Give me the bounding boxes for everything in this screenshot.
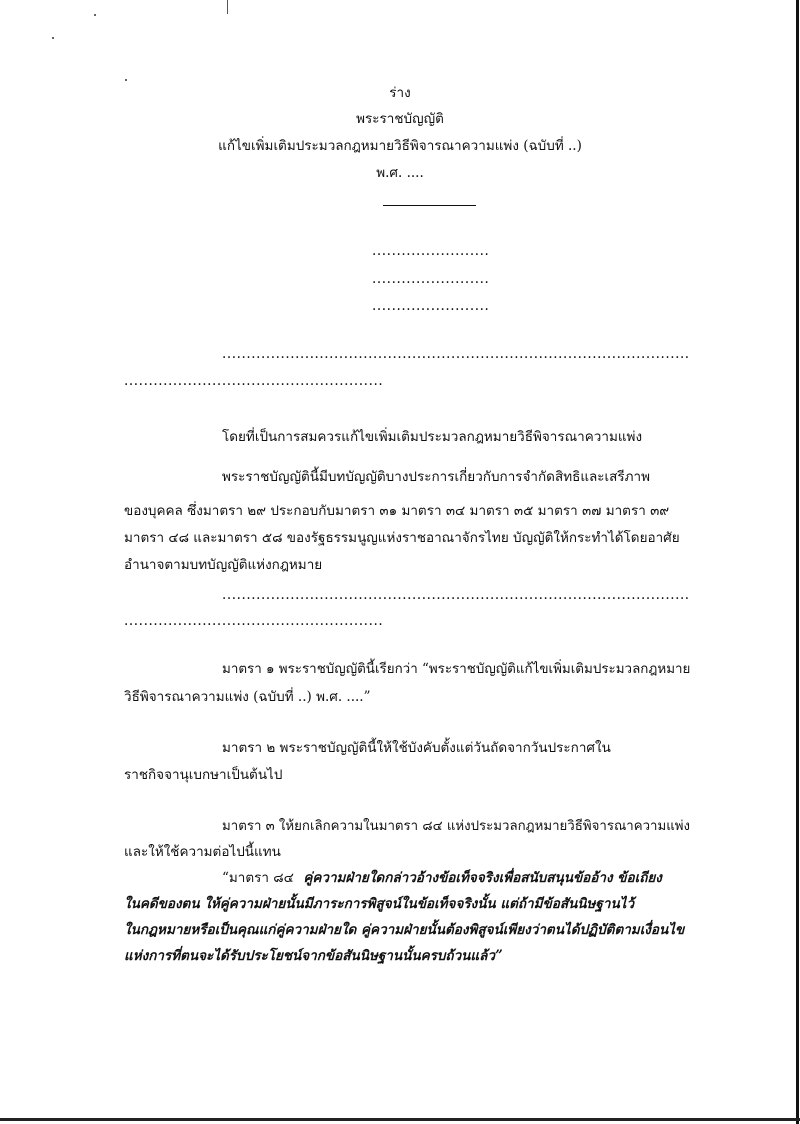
- act-title: พระราชบัญญัติ: [356, 111, 444, 127]
- scan-speck: [94, 14, 96, 16]
- year-line: พ.ศ. ....: [376, 165, 424, 181]
- preamble-line: มาตรา ๔๘ และมาตรา ๕๘ ของรัฐธรรมนูญแห่งราชอาณาจักรไทย บัญญัติให้กระทำได้โดยอาศัย: [124, 530, 680, 546]
- placeholder-dots: ........................: [372, 298, 490, 314]
- section-1-text: มาตรา ๑ พระราชบัญญัตินี้เรียกว่า “พระราชบัญญัติแก้ไขเพิ่มเติมประมวลกฎหมาย: [222, 661, 691, 677]
- placeholder-dots: ................................................................................................: [222, 587, 690, 603]
- scan-speck: [125, 79, 127, 81]
- scan-speck: [52, 37, 54, 39]
- section-1-text: วิธีพิจารณาความแพ่ง (ฉบับที่ ..) พ.ศ. ....”: [124, 689, 371, 705]
- placeholder-dots: ........................: [372, 243, 490, 259]
- preamble-line: อำนาจตามบทบัญญัติแห่งกฎหมาย: [124, 557, 323, 573]
- scan-mark: [227, 0, 228, 14]
- section-2-text: มาตรา ๒ พระราชบัญญัตินี้ให้ใช้บังคับตั้งแต่วันถัดจากวันประกาศใน: [222, 740, 611, 756]
- preamble-line: พระราชบัญญัตินี้มีบทบัญญัติบางประการเกี่ยวกับการจำกัดสิทธิและเสรีภาพ: [222, 469, 651, 485]
- section-3-text: และให้ใช้ความต่อไปนี้แทน: [124, 844, 281, 860]
- amended-text-line: [222, 869, 662, 887]
- act-subtitle: แก้ไขเพิ่มเติมประมวลกฎหมายวิธีพิจารณาความแพ่ง (ฉบับที่ ..): [218, 138, 582, 154]
- section-2-text: ราชกิจจานุเบกษาเป็นต้นไป: [124, 767, 283, 783]
- preamble-reason: โดยที่เป็นการสมควรแก้ไขเพิ่มเติมประมวลกฎหมายวิธีพิจารณาความแพ่ง: [222, 429, 643, 445]
- section-3-text: มาตรา ๓ ให้ยกเลิกความในมาตรา ๘๔ แห่งประมวลกฎหมายวิธีพิจารณาความแพ่ง: [222, 818, 691, 834]
- amended-text-line: แห่งการที่ตนจะได้รับประโยชน์จากข้อสันนิษฐานนั้นครบถ้วนแล้ว”: [124, 948, 503, 964]
- placeholder-dots: ........................: [372, 271, 490, 287]
- preamble-line: ของบุคคล ซึ่งมาตรา ๒๙ ประกอบกับมาตรา ๓๑ มาตรา ๓๔ มาตรา ๓๕ มาตรา ๓๗ มาตรา ๓๙: [124, 503, 670, 519]
- title-divider: [383, 205, 476, 206]
- placeholder-dots: ................................................................................................: [222, 346, 690, 362]
- placeholder-dots: .....................................................: [124, 373, 384, 389]
- amended-section-prefix: “มาตรา ๘๔: [222, 870, 294, 886]
- amended-text-segment: คู่ความฝ่ายใดกล่าวอ้างข้อเท็จจริงเพื่อสนับสนุนข้ออ้าง ข้อเถียง: [303, 870, 662, 886]
- scan-edge-bottom: [0, 1118, 800, 1121]
- amended-text-line: ในกฎหมายหรือเป็นคุณแก่คู่ความฝ่ายใด คู่ความฝ่ายนั้นต้องพิสูจน์เพียงว่าตนได้ปฏิบัติตามเงื่อนไข: [124, 922, 685, 938]
- draft-label: ร่าง: [389, 85, 411, 101]
- amended-text-line: ในคดีของตน ให้คู่ความฝ่ายนั้นมีภาระการพิสูจน์ในข้อเท็จจริงนั้น แต่ถ้ามีข้อสันนิษฐานไว้: [124, 896, 635, 912]
- placeholder-dots: .....................................................: [124, 613, 384, 629]
